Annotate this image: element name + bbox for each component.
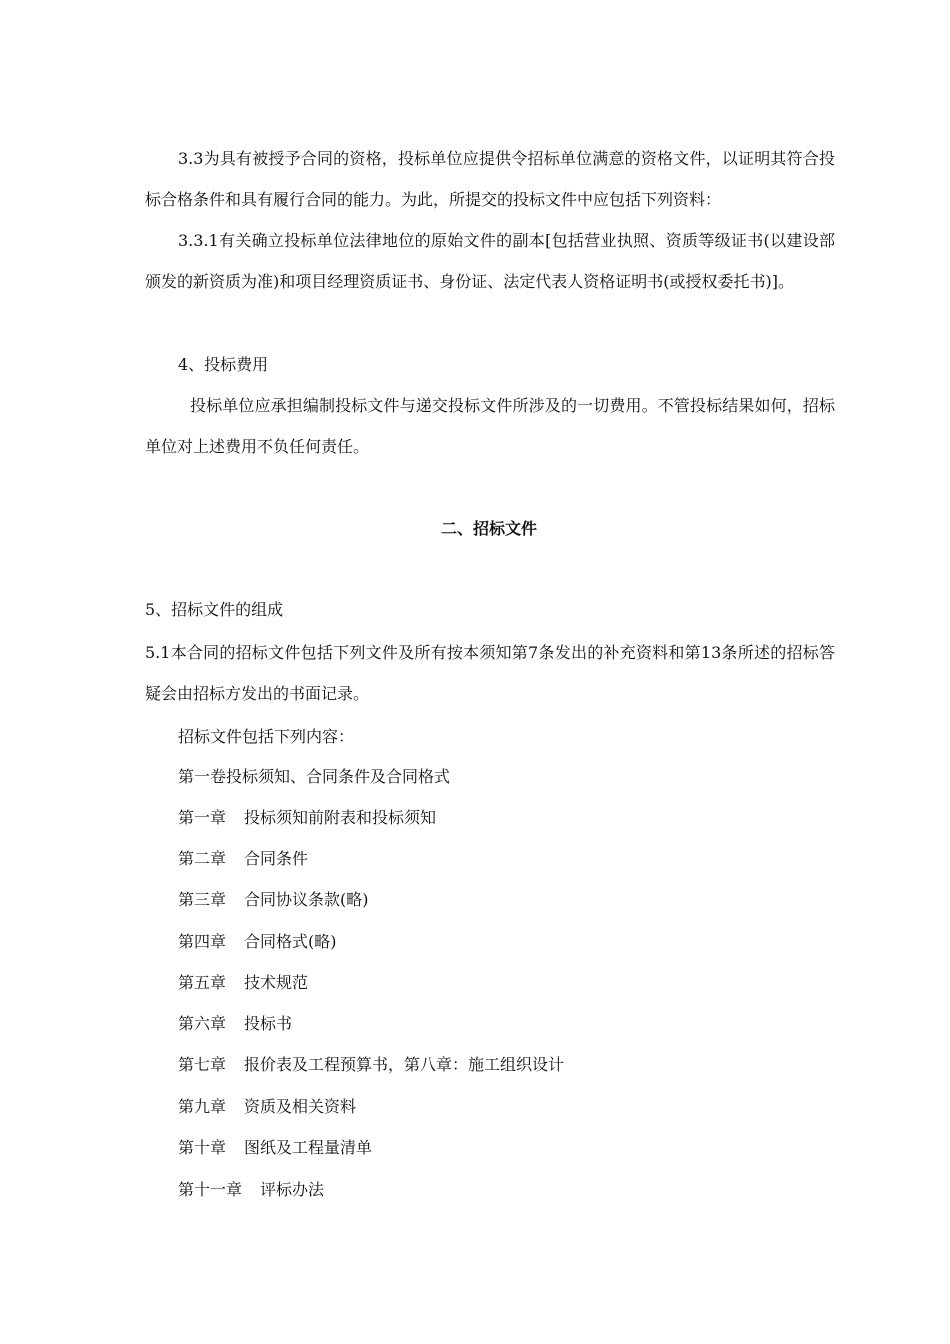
chapter-7 — [178, 1055, 564, 1075]
chapter-2 — [178, 849, 308, 869]
chapter-1 — [178, 808, 436, 828]
item-4-body: 投标单位应承担编制投标文件与递交投标文件所涉及的一切费用。不管投标结果如何，招标单位对上述费用不负任何责任。 — [145, 396, 835, 456]
chapter-title: 合同格式(略) — [244, 932, 337, 951]
chapter-title: 合同条件 — [244, 849, 309, 868]
chapter-title: 合同协议条款(略) — [244, 890, 369, 909]
chapter-9 — [178, 1097, 356, 1117]
chapter-10 — [178, 1138, 372, 1158]
chapter-number: 第六章 — [178, 1014, 227, 1033]
chapter-3 — [178, 890, 369, 910]
chapter-number: 第四章 — [178, 932, 227, 951]
chapter-number: 第二章 — [178, 849, 227, 868]
chapter-title: 评标办法 — [260, 1180, 325, 1199]
chapter-6 — [178, 1014, 292, 1034]
item-4-title: 4、投标费用 — [178, 355, 269, 374]
chapter-title: 报价表及工程预算书，第八章：施工组织设计 — [244, 1055, 565, 1074]
chapter-title: 图纸及工程量清单 — [244, 1138, 373, 1157]
chapter-4 — [178, 932, 337, 952]
chapter-5 — [178, 973, 308, 993]
chapter-number: 第五章 — [178, 973, 227, 992]
section-heading: 二、招标文件 — [440, 519, 537, 538]
item-5-title: 5、招标文件的组成 — [145, 600, 284, 619]
paragraph-5-1: 5.1本合同的招标文件包括下列文件及所有按本须知第7条发出的补充资料和第13条所述的招标答疑会由招标方发出的书面记录。 — [145, 643, 835, 703]
chapter-number: 第九章 — [178, 1097, 227, 1116]
chapter-number: 第十章 — [178, 1138, 227, 1157]
chapter-title: 投标须知前附表和投标须知 — [244, 808, 437, 827]
chapter-11 — [178, 1180, 324, 1200]
paragraph-3-3-1: 3.3.1有关确立投标单位法律地位的原始文件的副本[包括营业执照、资质等级证书(以建设部颁发的新资质为准)和项目经理资质证书、身份证、法定代表人资格证明书(或授权委托书)]。 — [145, 231, 835, 291]
chapter-number: 第三章 — [178, 890, 227, 909]
chapter-title: 投标书 — [244, 1014, 293, 1033]
volume-1-title: 第一卷投标须知、合同条件及合同格式 — [178, 767, 451, 786]
chapter-number: 第七章 — [178, 1055, 227, 1074]
chapter-title: 技术规范 — [244, 973, 309, 992]
chapter-number: 第十一章 — [178, 1180, 243, 1199]
contents-intro: 招标文件包括下列内容： — [178, 727, 355, 746]
paragraph-3-3: 3.3为具有被授予合同的资格，投标单位应提供令招标单位满意的资格文件，以证明其符合投标合格条件和具有履行合同的能力。为此，所提交的投标文件中应包括下列资料： — [145, 149, 835, 209]
chapter-title: 资质及相关资料 — [244, 1097, 357, 1116]
chapter-number: 第一章 — [178, 808, 227, 827]
